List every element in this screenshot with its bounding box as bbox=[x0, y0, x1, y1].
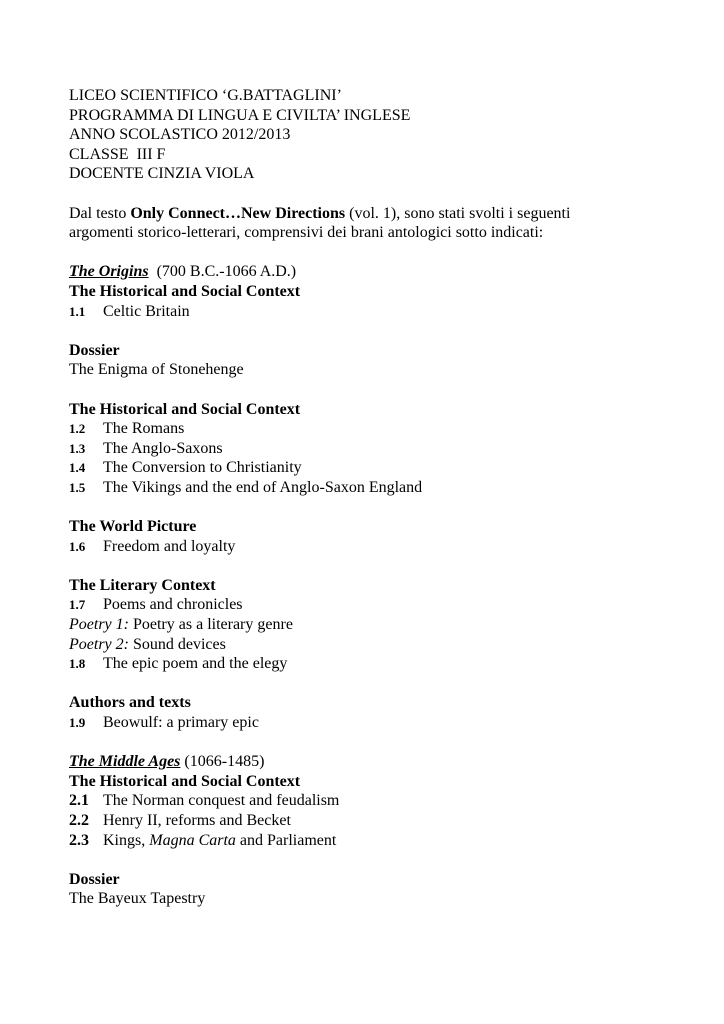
document-page bbox=[69, 86, 689, 909]
origins-title: The Origins bbox=[69, 263, 149, 281]
item-text: Beowulf: a primary epic bbox=[103, 714, 259, 731]
poetry-text: Sound devices bbox=[128, 635, 226, 653]
poetry-line bbox=[69, 615, 689, 635]
list-item bbox=[69, 831, 689, 851]
spacer bbox=[69, 556, 689, 576]
item-number: 2.1 bbox=[69, 792, 89, 810]
item-number: 1.9 bbox=[69, 715, 86, 730]
intro-line-2: argomenti storico-letterari, comprensivi dei brani antologici sotto indicati: bbox=[69, 224, 544, 242]
list-item bbox=[69, 713, 689, 733]
item-number: 1.8 bbox=[69, 656, 86, 672]
list-item bbox=[69, 419, 689, 439]
item-number: 1.6 bbox=[69, 538, 86, 554]
item-number: 1.5 bbox=[69, 479, 86, 495]
section-heading: The Historical and Social Context bbox=[69, 400, 301, 418]
item-text-suffix: and Parliament bbox=[235, 831, 337, 849]
school-year: ANNO SCOLASTICO 2012/2013 bbox=[69, 126, 291, 144]
item-text: Henry II, reforms and Becket bbox=[103, 811, 291, 829]
section-heading: The World Picture bbox=[69, 518, 197, 536]
item-number: 1.1 bbox=[69, 303, 86, 319]
origins-title-line bbox=[69, 262, 689, 282]
item-text: The Romans bbox=[103, 420, 185, 438]
item-text: The Norman conquest and feudalism bbox=[103, 792, 340, 810]
item-text: The epic poem and the elegy bbox=[103, 655, 288, 673]
item-text-prefix: Kings, bbox=[103, 831, 150, 849]
class-name: CLASSE III F bbox=[69, 145, 166, 163]
dossier-heading: Dossier bbox=[69, 341, 120, 359]
teacher-name: DOCENTE CINZIA VIOLA bbox=[69, 165, 255, 183]
middle-ages-title-line bbox=[69, 752, 689, 772]
spacer bbox=[69, 380, 689, 400]
dossier-text: The Enigma of Stonehenge bbox=[69, 361, 244, 379]
list-item bbox=[69, 654, 689, 674]
middle-ages-title: The Middle Ages bbox=[69, 753, 181, 771]
list-item bbox=[69, 478, 689, 498]
item-number: 1.7 bbox=[69, 597, 86, 613]
school-name: LICEO SCIENTIFICO ‘G.BATTAGLINI’ bbox=[69, 87, 342, 104]
intro-prefix: Dal testo bbox=[69, 204, 131, 222]
list-item bbox=[69, 595, 689, 615]
spacer bbox=[69, 674, 689, 694]
section-heading: The Literary Context bbox=[69, 576, 216, 594]
list-item bbox=[69, 537, 689, 557]
spacer bbox=[69, 850, 689, 870]
poetry-label: Poetry 1: bbox=[69, 616, 129, 634]
spacer bbox=[69, 243, 689, 263]
section-heading: The Historical and Social Context bbox=[69, 772, 301, 790]
list-item bbox=[69, 439, 689, 459]
intro-suffix: (vol. 1), sono stati svolti i seguenti bbox=[345, 204, 571, 222]
item-number: 1.4 bbox=[69, 460, 86, 476]
list-item bbox=[69, 458, 689, 478]
item-number: 1.3 bbox=[69, 440, 86, 456]
dossier-text: The Bayeux Tapestry bbox=[69, 890, 206, 908]
book-title: Only Connect…New Directions bbox=[130, 204, 346, 222]
item-text: Freedom and loyalty bbox=[103, 537, 236, 555]
item-number: 2.3 bbox=[69, 831, 89, 849]
item-number: 2.2 bbox=[69, 811, 89, 829]
item-text-italic: Magna Carta bbox=[149, 831, 236, 849]
poetry-line bbox=[69, 635, 689, 655]
item-number: 1.2 bbox=[69, 421, 86, 437]
intro-line-1 bbox=[69, 204, 689, 224]
spacer bbox=[69, 497, 689, 517]
spacer bbox=[69, 321, 689, 341]
middle-ages-dates: (1066-1485) bbox=[180, 753, 265, 771]
origins-dates: (700 B.C.-1066 A.D.) bbox=[148, 263, 297, 281]
spacer bbox=[69, 733, 689, 753]
spacer bbox=[69, 184, 689, 204]
item-text: The Conversion to Christianity bbox=[103, 459, 302, 477]
list-item bbox=[69, 811, 689, 831]
item-text: Celtic Britain bbox=[103, 302, 190, 320]
item-text: The Anglo-Saxons bbox=[103, 439, 223, 457]
item-text: Poems and chronicles bbox=[103, 596, 243, 614]
poetry-text: Poetry as a literary genre bbox=[128, 616, 293, 634]
poetry-label: Poetry 2: bbox=[69, 635, 129, 653]
section-heading: The Historical and Social Context bbox=[69, 282, 301, 300]
section-heading: Authors and texts bbox=[69, 694, 191, 712]
item-text: The Vikings and the end of Anglo-Saxon England bbox=[103, 478, 423, 496]
dossier-heading: Dossier bbox=[69, 870, 120, 888]
list-item bbox=[69, 791, 689, 811]
program-title: PROGRAMMA DI LINGUA E CIVILTA’ INGLESE bbox=[69, 106, 411, 124]
list-item bbox=[69, 302, 689, 322]
